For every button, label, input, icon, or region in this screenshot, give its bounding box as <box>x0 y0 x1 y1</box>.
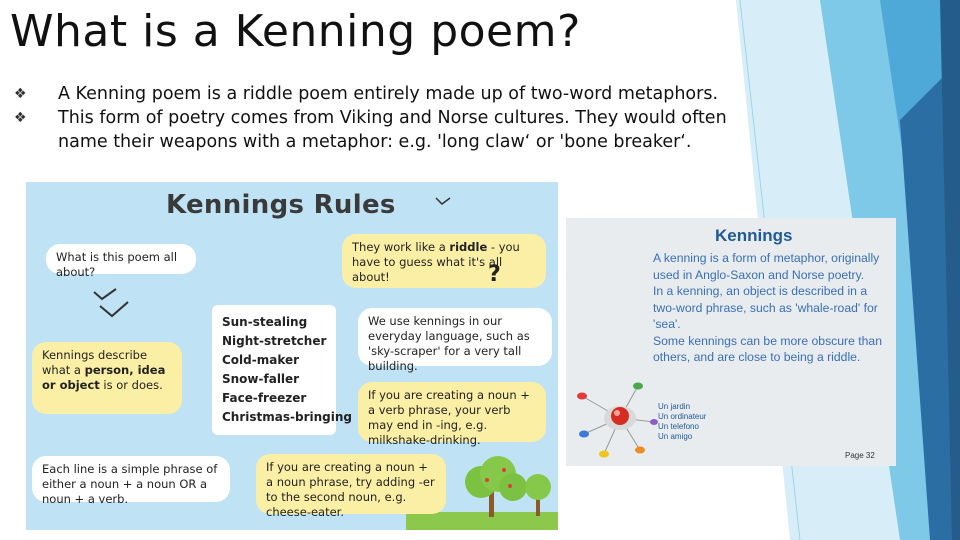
describe-text-pre: Kennings describe what a <box>42 348 148 377</box>
what-is-text: What is this poem all about? <box>56 250 178 279</box>
everyday-bubble <box>358 308 552 373</box>
examples-list <box>212 305 352 435</box>
riddle-text-pre: They work like a <box>352 240 450 254</box>
example-item: Snow-faller <box>222 372 300 386</box>
bullet-text: This form of poetry comes from Viking and Norse cultures. They would often name their weapons with a metaphor: e.g. 'long claw‘ or 'bone breaker‘. <box>58 108 727 152</box>
riddle-bubble <box>342 234 546 288</box>
er-ending-bubble <box>256 454 446 519</box>
bullet-text: A Kenning poem is a riddle poem entirely made up of two-word metaphors. <box>58 84 719 104</box>
diamond-bullet-icon <box>14 82 27 106</box>
describe-text-post: is or does. <box>99 378 163 392</box>
kennings-text <box>653 250 889 366</box>
word-item: Un amigo <box>658 432 693 441</box>
example-item: Cold-maker <box>222 353 300 367</box>
example-item: Sun-stealing <box>222 315 308 329</box>
what-is-bubble <box>46 244 196 279</box>
slide-title: What is a Kenning poem? <box>10 6 581 57</box>
verb-ing-text: If you are creating a noun + a verb phrase, your verb may end in -ing, e.g. milkshake-drinking. <box>368 388 530 447</box>
bullet-list <box>14 82 774 154</box>
example-item: Night-stretcher <box>222 334 327 348</box>
kennings-title: Kennings <box>715 226 793 245</box>
kennings-definition-image <box>566 218 896 466</box>
verb-ing-bubble <box>358 382 546 447</box>
bullet-item <box>14 106 774 154</box>
kennings-rules-image <box>26 182 558 530</box>
simple-phrase-bubble <box>32 456 230 506</box>
kennings-paragraph: Some kennings can be more obscure than others, and are close to being a riddle. <box>653 333 882 364</box>
question-mark: ? <box>488 262 501 287</box>
diamond-bullet-icon <box>14 106 27 130</box>
er-ending-text: If you are creating a noun + a noun phrase, try adding -er to the second noun, e.g. cheese-eater. <box>266 460 435 519</box>
simple-phrase-text: Each line is a simple phrase of either a noun + a noun OR a noun + a verb. <box>42 462 218 506</box>
riddle-text-post: - you have to guess what it's all about! <box>352 240 520 284</box>
describe-bubble <box>32 342 182 414</box>
kennings-words <box>658 402 706 442</box>
describe-bold: person, idea or object <box>42 363 166 392</box>
word-item: Un telefono <box>658 422 699 431</box>
page-number: Page 32 <box>845 451 875 460</box>
word-item: Un jardin <box>658 402 691 411</box>
network-illustration <box>570 368 660 466</box>
riddle-word: riddle <box>449 240 488 254</box>
example-item: Face-freezer <box>222 391 307 405</box>
word-item: Un ordinateur <box>658 412 707 421</box>
kennings-paragraph: In a kenning, an object is described in a two-word phrase, such as 'whale-road' for 'sea'. <box>653 284 878 331</box>
kennings-paragraph: A kenning is a form of metaphor, originally used in Anglo-Saxon and Norse poetry. <box>653 251 880 282</box>
bullet-item <box>14 82 774 106</box>
rules-title: Kennings Rules <box>166 190 396 220</box>
everyday-text: We use kennings in our everyday language, such as 'sky-scraper' for a very tall building. <box>368 314 530 373</box>
example-item: Christmas-bringing <box>222 410 352 424</box>
